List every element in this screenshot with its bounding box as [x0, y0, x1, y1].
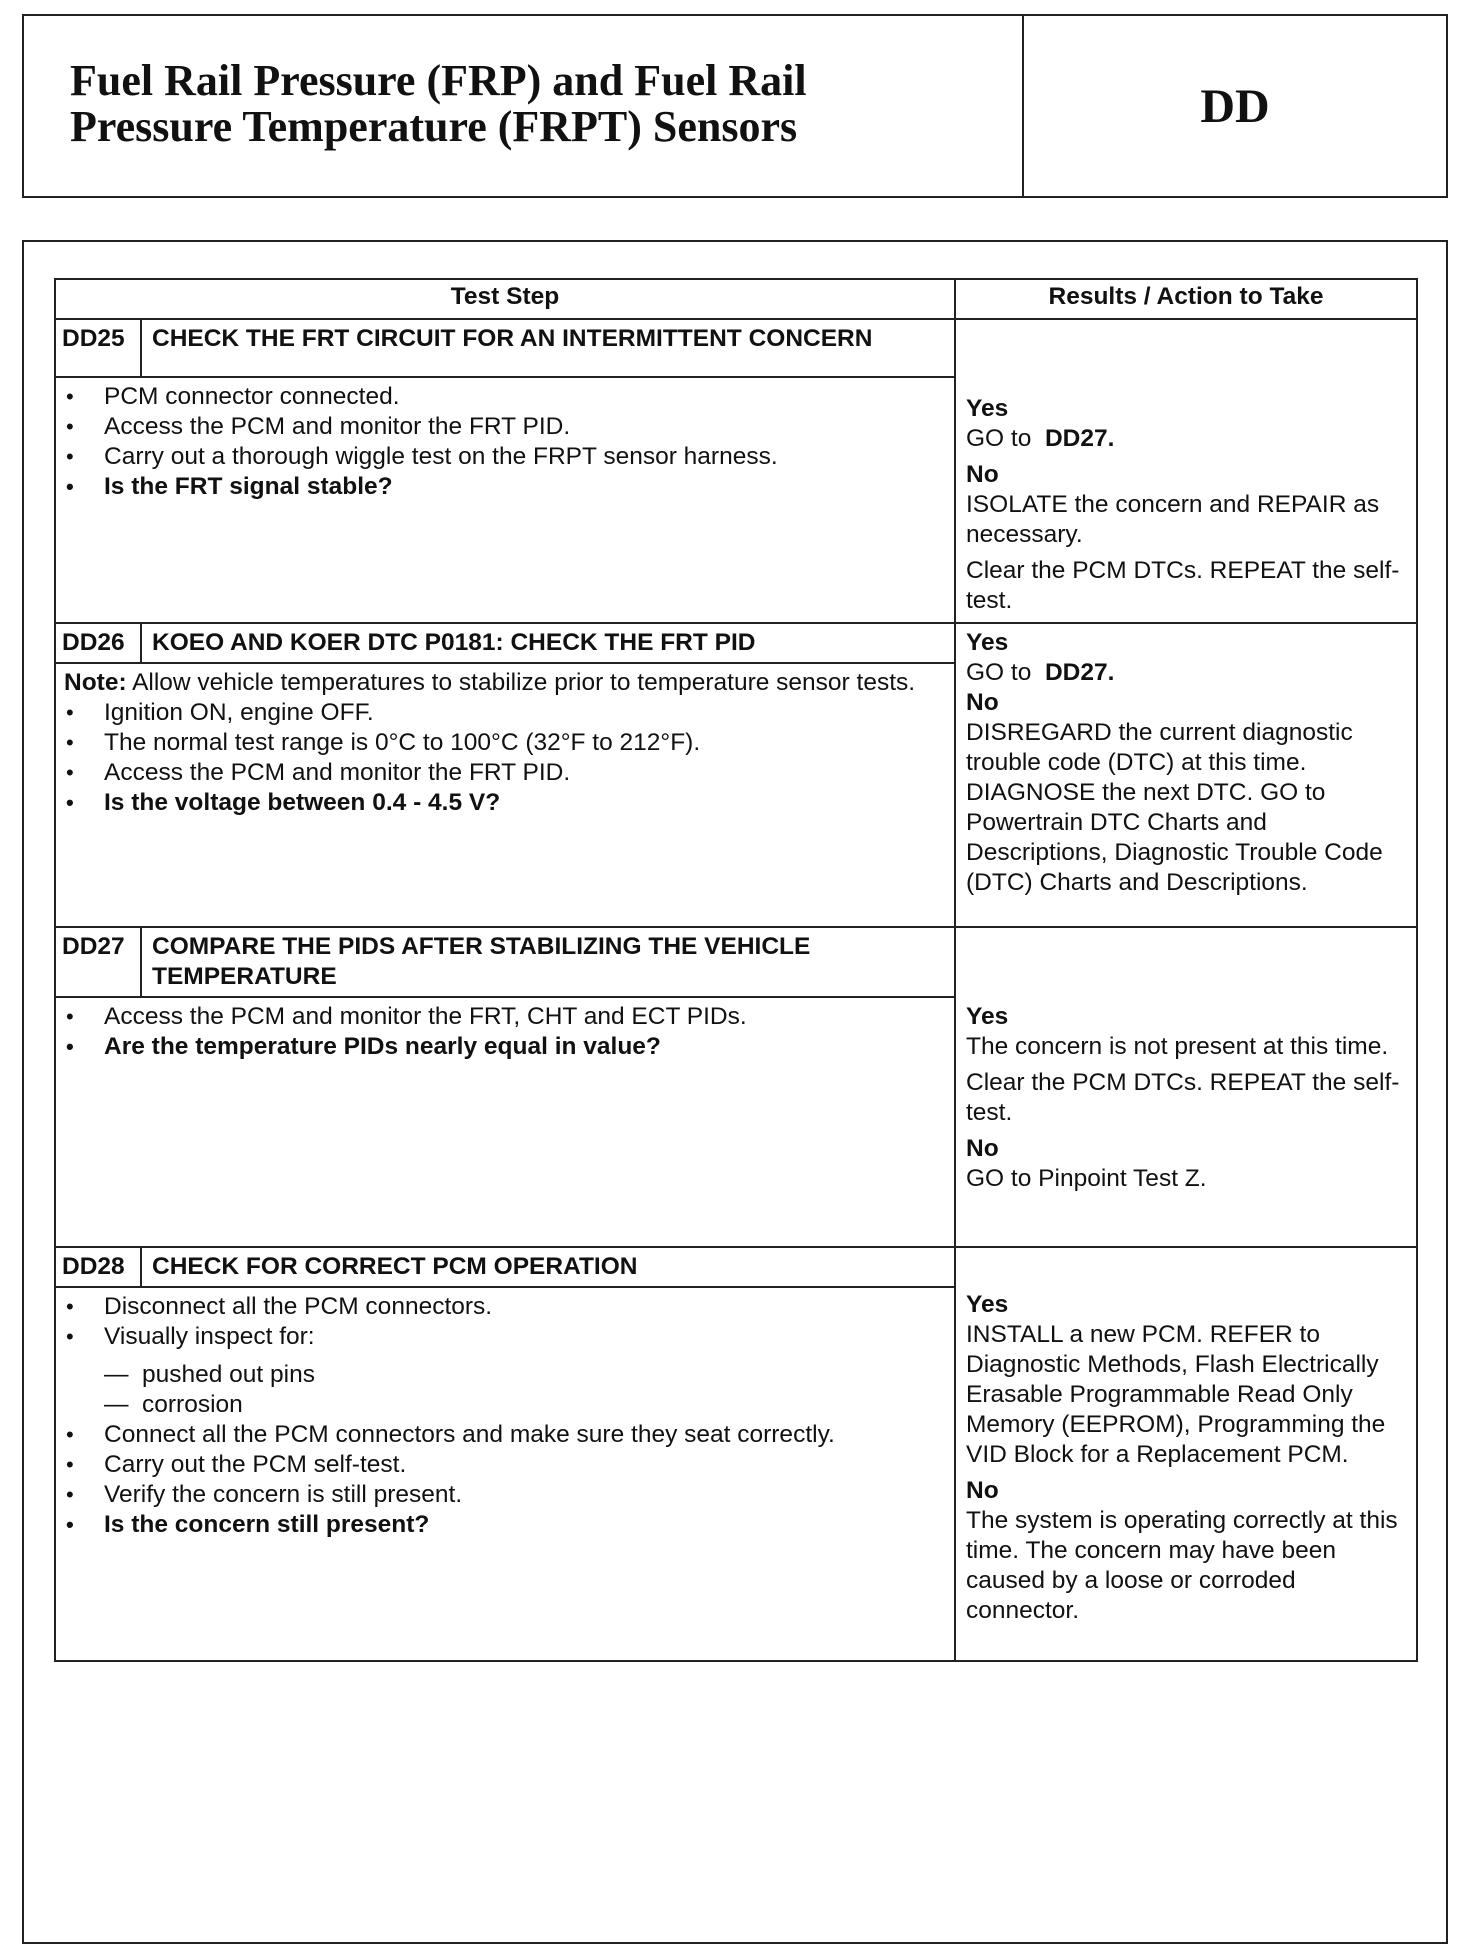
step-result — [955, 1247, 1417, 1661]
table-header-row — [55, 279, 1417, 319]
step-result — [955, 623, 1417, 927]
yes-text: GO to — [966, 425, 1032, 452]
no-action: DISREGARD the current diagnostic trouble code (DTC) at this time. DIAGNOSE the next DTC. GO to Powertrain DTC Charts and Descriptions, Diagnostic Trouble Code (DTC) Charts and Descriptions. — [966, 719, 1383, 896]
note-text: Allow vehicle temperatures to stabilize prior to temperature sensor tests. — [132, 669, 916, 696]
title-line-2: Pressure Temperature (FRPT) Sensors — [70, 102, 798, 151]
yes-ref: DD27. — [1044, 659, 1115, 686]
yes-text: GO to — [966, 659, 1032, 686]
bullet-question: • Is the voltage between 0.4 - 4.5 V? — [64, 788, 944, 818]
step-id: DD25 — [55, 319, 141, 377]
step-title: KOEO AND KOER DTC P0181: CHECK THE FRT PID — [141, 623, 955, 663]
step-bullets — [64, 382, 944, 502]
bullet-item: • PCM connector connected. — [64, 382, 944, 412]
yes-label: Yes — [966, 1003, 1009, 1030]
step-result — [955, 927, 1417, 1247]
bullet-question: • Are the temperature PIDs nearly equal in value? — [64, 1032, 944, 1062]
header-results: Results / Action to Take — [955, 279, 1417, 319]
no-label: No — [966, 1135, 999, 1162]
step-note — [64, 668, 944, 698]
yes-ref: DD27. — [1044, 425, 1115, 452]
step-body — [55, 663, 955, 927]
bullet-question: • Is the concern still present? — [64, 1510, 944, 1540]
step-title: CHECK THE FRT CIRCUIT FOR AN INTERMITTENT CONCERN — [141, 319, 955, 377]
no-action: GO to Pinpoint Test Z. — [966, 1165, 1207, 1192]
dash-item: — pushed out pins — [64, 1360, 944, 1390]
bullet-item: • The normal test range is 0°C to 100°C (32°F to 212°F). — [64, 728, 944, 758]
bullet-item: • Carry out the PCM self-test. — [64, 1450, 944, 1480]
no-label: No — [966, 461, 999, 488]
step-id: DD27 — [55, 927, 141, 997]
bullet-item: • Verify the concern is still present. — [64, 1480, 944, 1510]
bullet-item: • Carry out a thorough wiggle test on the FRPT sensor harness. — [64, 442, 944, 472]
step-body — [55, 1287, 955, 1661]
header-test-step: Test Step — [55, 279, 955, 319]
step-dd26-title-row — [55, 623, 1417, 663]
bullet-item: • Access the PCM and monitor the FRT PID. — [64, 758, 944, 788]
step-dd25-title-row — [55, 319, 1417, 377]
step-bullets — [64, 698, 944, 818]
title-box — [22, 14, 1448, 198]
yes-action: The concern is not present at this time. — [966, 1033, 1389, 1060]
step-title: COMPARE THE PIDS AFTER STABILIZING THE VEHICLE TEMPERATURE — [141, 927, 955, 997]
dash-item: — corrosion — [64, 1390, 944, 1420]
bullet-item: • Visually inspect for: — [64, 1322, 944, 1352]
bullet-item: • Access the PCM and monitor the FRT, CHT and ECT PIDs. — [64, 1002, 944, 1032]
yes-action: INSTALL a new PCM. REFER to Diagnostic Methods, Flash Electrically Erasable Programmable Read Only Memory (EEPROM), Programming the VID Block for a Replacement PCM. — [966, 1321, 1386, 1468]
step-id: DD26 — [55, 623, 141, 663]
step-id: DD28 — [55, 1247, 141, 1287]
no-action: ISOLATE the concern and REPAIR as necessary. — [966, 491, 1380, 548]
content-frame — [22, 240, 1448, 1944]
yes-action — [966, 658, 1410, 688]
no-label: No — [966, 689, 999, 716]
no-action-2: Clear the PCM DTCs. REPEAT the self-test. — [966, 557, 1400, 614]
section-code: DD — [1200, 79, 1270, 133]
no-label: No — [966, 1477, 999, 1504]
step-result — [955, 319, 1417, 623]
step-body — [55, 377, 955, 623]
test-step-table — [54, 278, 1418, 1662]
bullet-item: • Disconnect all the PCM connectors. — [64, 1292, 944, 1322]
yes-label: Yes — [966, 1291, 1009, 1318]
step-dd28-title-row — [55, 1247, 1417, 1287]
step-bullets — [64, 1002, 944, 1062]
yes-label: Yes — [966, 629, 1009, 656]
step-body — [55, 997, 955, 1247]
yes-label: Yes — [966, 395, 1009, 422]
yes-action-2: Clear the PCM DTCs. REPEAT the self-test. — [966, 1069, 1400, 1126]
note-label: Note: — [64, 669, 127, 696]
page-title — [24, 16, 1024, 196]
inspect-sublist — [64, 1360, 944, 1420]
step-title: CHECK FOR CORRECT PCM OPERATION — [141, 1247, 955, 1287]
bullet-item: • Connect all the PCM connectors and make sure they seat correctly. — [64, 1420, 944, 1450]
bullet-question: • Is the FRT signal stable? — [64, 472, 944, 502]
step-dd27-title-row — [55, 927, 1417, 997]
step-bullets — [64, 1292, 944, 1352]
bullet-item: • Ignition ON, engine OFF. — [64, 698, 944, 728]
yes-action — [966, 424, 1410, 454]
no-action: The system is operating correctly at this time. The concern may have been caused by a loose or corroded connector. — [966, 1507, 1398, 1624]
bullet-item: • Access the PCM and monitor the FRT PID. — [64, 412, 944, 442]
title-line-1: Fuel Rail Pressure (FRP) and Fuel Rail — [70, 56, 807, 105]
step-bullets-2 — [64, 1420, 944, 1540]
